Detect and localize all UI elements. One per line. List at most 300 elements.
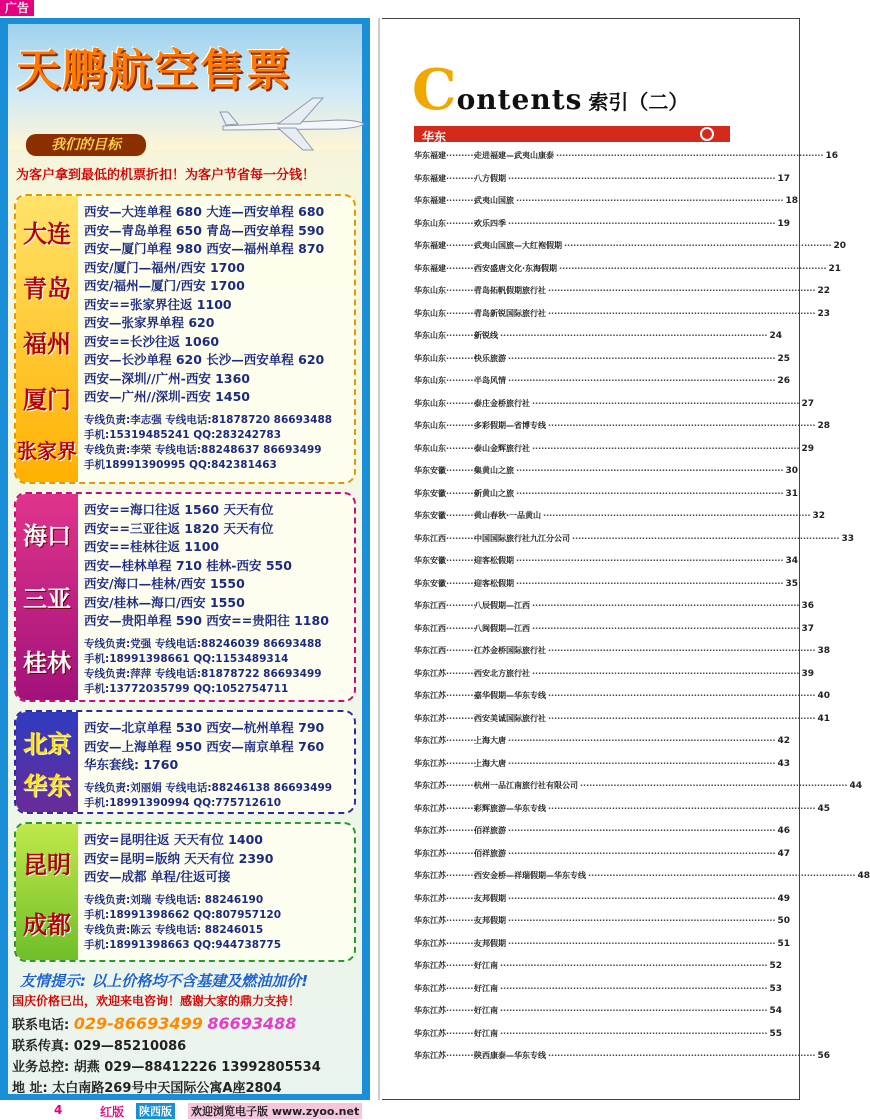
toc-title: 八闽假期—江西 [474,623,530,633]
toc-title: 好江南 [474,1006,498,1015]
toc-entry[interactable] [414,218,790,241]
toc-page: 22 [817,286,830,296]
route-list [84,718,350,810]
toc-region: 华东江苏 [414,758,446,768]
index-label: 索引（二） [588,90,689,114]
toc-leader: ·········· [446,691,477,700]
ad-title: 天鹏航空售票 [16,45,292,96]
ad-tag: 广告 [0,0,34,16]
city-label: 华东 [23,771,71,800]
contact-line: 手机18991390995 QQ:842381463 [84,458,277,471]
toc-page: 35 [785,578,798,589]
city-label: 北京 [23,729,71,758]
toc-entry[interactable] [414,533,854,556]
route-row: 西安==张家界往返 1100 [84,296,232,312]
contact-line: 专线负责:萍萍 专线电话:81878722 86693499 [84,667,322,680]
toc-leader: ·········· [446,668,477,678]
toc-leader: ·········· [446,623,477,633]
toc-region: 华东山东 [414,443,446,453]
toc-leader: ························································································ [559,263,827,273]
toc-title: 迎客松假期 [474,556,514,565]
route-row: 西安=昆明往返 天天有位 1400 [84,832,263,847]
toc-region: 华东江苏 [414,803,446,813]
toc-entry[interactable] [414,398,814,421]
city-column [16,494,78,700]
toc-leader: ·········· [446,736,477,745]
toc-title: 八方假期 [474,173,506,183]
toc-region: 华东福建 [414,173,446,183]
toc-entry[interactable] [414,263,842,286]
toc-region: 华东江苏 [414,691,446,700]
toc-leader: ·········· [446,556,477,565]
toc-leader: ·········· [446,961,477,970]
phone-number-1: 029-86693499 [73,1014,203,1033]
toc-leader: ························································································ [508,758,776,768]
toc-region: 华东江西 [414,601,446,610]
toc-title: 江苏金桥国际旅行社 [474,646,546,655]
toc-region: 华东山东 [414,421,446,430]
toc-page: 48 [857,871,870,881]
toc-leader: ·········· [446,353,477,363]
page-number: 4 [54,1103,63,1117]
toc-page: 23 [817,308,830,319]
toc-leader: ························································································ [548,421,816,430]
toc-title: 快乐旅游 [474,353,506,363]
toc-leader: ························································································ [500,1028,768,1038]
toc-entry[interactable] [414,308,830,331]
toc-page: 37 [801,623,814,634]
city-label: 海口 [23,522,71,551]
route-row: 西安—成都 单程/往返可接 [84,869,231,884]
toc-leader: ·········· [446,1028,477,1038]
toc-leader: ·········· [446,196,477,205]
toc-entry[interactable] [414,330,782,353]
toc-page: 41 [817,713,830,724]
toc-title: 泰山金辉旅行社 [474,443,530,453]
contact-line: 专线负责:陈云 专线电话: 88246015 [84,923,264,936]
toc-page: 43 [777,758,790,769]
toc-entry[interactable] [414,780,862,803]
toc-leader: ························································································ [543,511,811,520]
toc-leader: ·········· [446,578,477,588]
route-row: 西安==海口往返 1560 天天有位 [84,502,274,517]
contact-line: 专线负责:刘瑞 专线电话: 88246190 [84,893,264,906]
toc-leader: ·········· [446,376,477,385]
toc-region: 华东安徽 [414,511,446,520]
toc-leader: ························································································ [508,218,776,228]
city-label: 厦门 [23,385,71,414]
toc-title: 武夷山国旅—大红袍假期 [474,241,562,250]
route-row: 西安—厦门单程 980 西安—福州单程 870 [84,241,325,256]
city-label: 三亚 [23,585,71,614]
ad-inner [8,24,362,1094]
phone-number-2: 86693488 [207,1014,297,1033]
toc-entry[interactable] [414,668,814,691]
contents-heading [412,57,689,123]
toc-leader: ·········· [446,286,477,295]
circle-icon [700,127,714,141]
contact-line: 专线负责:李志强 专线电话:81878720 86693488 [84,413,333,426]
toc-page: 33 [841,533,854,544]
toc-leader: ·········· [446,871,477,880]
toc-leader: ·········· [446,443,477,453]
toc-entry[interactable] [414,375,790,398]
toc-title: 友邦假期 [474,938,506,948]
toc-entry[interactable] [414,150,838,173]
toc-leader: ························································································ [532,443,800,453]
route-box-beijing [14,710,356,814]
contents-initial: C [412,57,457,123]
toc-leader: ························································································ [500,1006,768,1015]
toc-leader: ·········· [446,983,477,993]
divider [378,18,380,1100]
route-row: 西安/海口—桂林/西安 1550 [84,576,245,591]
toc-page: 49 [777,893,790,904]
ad-slogan: 为客户拿到最低的机票折扣！为客户节省每一分钱！ [16,168,316,183]
route-box-haikou [14,492,356,702]
toc-list [414,150,870,1073]
toc-leader: ························································································ [508,376,776,385]
toc-title: 西安北方旅行社 [474,668,530,678]
toc-region: 华东江苏 [414,848,446,858]
route-row: 西安==三亚往返 1820 天天有位 [84,520,274,536]
toc-region: 华东江苏 [414,938,446,948]
toc-entry[interactable] [414,713,830,736]
toc-leader: ·········· [446,938,477,948]
route-list [84,202,350,472]
toc-leader: ························································································ [508,916,776,925]
route-row: 西安—贵阳单程 590 西安==贵阳往 1180 [84,613,329,628]
toc-entry[interactable] [414,1028,782,1051]
toc-page: 40 [817,691,830,701]
toc-leader: ························································································ [508,173,776,183]
toc-title: 八辰假期—江西 [474,601,530,610]
section-title: 华东 [422,130,447,144]
phone-label: 联系电话: [12,1018,70,1033]
toc-leader: ························································································ [516,196,784,205]
toc-title: 集黄山之旅 [474,466,514,475]
toc-leader: ························································································ [500,983,768,993]
toc-region: 华东安徽 [414,488,446,498]
toc-page: 50 [777,916,790,926]
city-column [16,712,78,812]
toc-region: 华东江苏 [414,871,446,880]
toc-title: 欢乐四季 [474,218,506,228]
contact-line: 专线负责:党强 专线电话:88246039 86693488 [84,637,322,650]
toc-leader: ························································································ [516,578,784,588]
toc-entry[interactable] [414,1005,782,1028]
toc-region: 华东山东 [414,376,446,385]
ad-panel [0,18,370,1100]
toc-entry[interactable] [414,758,790,781]
toc-entry[interactable] [414,353,790,376]
toc-leader: ·········· [446,488,477,498]
address-line: 地 址: 太白南路269号中天国际公寓A座2804 [12,1081,282,1096]
toc-page: 51 [777,938,790,949]
city-label: 大连 [23,220,71,249]
toc-entry[interactable] [414,173,790,196]
toc-title: 西安金桥—祥瑞假期—华东专线 [474,871,586,880]
toc-entry[interactable] [414,690,830,713]
toc-title: 友邦假期 [474,916,506,925]
city-label: 张家界 [17,438,77,463]
toc-entry[interactable] [414,848,790,871]
contact-line: 专线负责:刘丽娟 专线电话:88246138 86693499 [84,781,333,794]
ad-goal: 我们的目标 [26,134,146,156]
route-list [84,500,350,696]
toc-leader: ························································································ [508,938,776,948]
toc-leader: ························································································ [516,488,784,498]
toc-title: 好江南 [474,1028,498,1038]
toc-page: 21 [828,263,842,274]
toc-page: 28 [817,421,830,431]
toc-entry[interactable] [414,893,790,916]
toc-title: 佰祥旅游 [474,826,506,835]
toc-page: 20 [833,241,846,251]
toc-region: 华东江苏 [414,961,446,970]
contact-line: 手机:18991398663 QQ:944738775 [84,938,282,951]
toc-leader: ·········· [446,241,477,250]
toc-leader: ·········· [446,511,477,520]
route-row: 西安—张家界单程 620 [84,315,215,330]
toc-page: 53 [769,983,782,994]
airplane-icon [218,94,368,154]
toc-region: 华东江苏 [414,713,446,723]
toc-page: 31 [785,488,798,499]
toc-leader: ·········· [446,916,477,925]
toc-leader: ························································································ [508,826,776,835]
toc-entry[interactable] [414,578,798,601]
toc-entry[interactable] [414,420,830,443]
toc-title: 青岛拓帆假期旅行社 [474,286,546,295]
toc-leader: ························································································ [500,331,768,340]
route-row: 西安—长沙单程 620 长沙—西安单程 620 [84,352,325,367]
toc-region: 华东山东 [414,286,446,295]
toc-page: 32 [812,511,826,521]
toc-leader: ························································································ [508,848,776,858]
toc-region: 华东山东 [414,398,446,408]
toc-page: 44 [849,781,862,791]
toc-leader: ·········· [446,218,477,228]
toc-page: 54 [769,1006,782,1016]
route-row: 西安—大连单程 680 大连—西安单程 680 [84,204,325,219]
toc-page: 56 [817,1051,830,1061]
toc-entry[interactable] [414,803,830,826]
toc-entry[interactable] [414,960,782,983]
toc-leader: ························································································ [516,556,784,565]
toc-title: 友邦假期 [474,893,506,903]
toc-page: 39 [801,668,814,679]
fax-line: 联系传真: 029—85210086 [12,1039,187,1054]
toc-title: 西安美诚国际旅行社 [474,713,546,723]
toc-page: 30 [785,466,798,476]
route-row: 西安/厦门—福州/西安 1700 [84,259,245,275]
toc-title: 西安盛唐文化·东海假期 [474,263,558,273]
toc-entry[interactable] [414,465,798,488]
footer [0,1102,800,1119]
toc-entry[interactable] [414,623,814,646]
toc-leader: ·········· [446,398,477,408]
toc-entry[interactable] [414,488,798,511]
toc-region: 华东山东 [414,218,446,228]
toc-title: 好江南 [474,983,498,993]
toc-region: 华东江西 [414,623,446,633]
route-row: 西安—深圳//广州-西安 1360 [84,370,250,386]
toc-entry[interactable] [414,870,870,893]
edition-label: 红版 [100,1105,125,1119]
toc-leader: ························································································ [516,466,784,475]
route-row: 西安—上海单程 950 西安—南京单程 760 [84,738,325,754]
contact-line: 手机:13772035799 QQ:1052754711 [84,682,289,695]
toc-title: 多彩假期—省博专线 [474,421,546,430]
route-box-dalian [14,194,356,484]
toc-leader: ·········· [446,173,477,183]
toc-leader: ·········· [446,263,477,273]
toc-page: 25 [777,353,790,364]
city-label: 桂林 [23,648,71,677]
route-row: 西安==长沙往返 1060 [84,333,220,349]
city-column [16,196,78,482]
toc-page: 52 [769,961,782,971]
city-column [16,824,78,960]
toc-entry[interactable] [414,443,814,466]
toc-page: 29 [801,443,814,454]
toc-entry[interactable] [414,735,790,758]
toc-leader: ·········· [446,826,477,835]
toc-leader: ·········· [446,601,477,610]
route-row: 西安/桂林—海口/西安 1550 [84,594,245,610]
toc-region: 华东安徽 [414,466,446,475]
holiday-notice: 国庆价格已出，欢迎来电咨询！感谢大家的鼎力支持！ [12,994,301,1008]
toc-entry[interactable] [414,915,790,938]
toc-leader: ························································································ [588,871,856,880]
toc-leader: ·········· [446,421,477,430]
toc-page: 19 [777,218,790,229]
toc-leader: ························································································ [548,646,816,655]
contact-line: 手机:15319485241 QQ:283242783 [84,428,282,441]
toc-region: 华东江苏 [414,1006,446,1015]
route-box-kunming [14,822,356,962]
toc-region: 华东江苏 [414,736,446,745]
toc-title: 泰庄金桥旅行社 [474,398,530,408]
toc-leader: ·········· [446,848,477,858]
toc-title: 新黄山之旅 [474,488,514,498]
toc-page: 38 [817,646,830,656]
toc-entry[interactable] [414,285,830,308]
toc-entry[interactable] [414,510,826,533]
toc-title: 好江南 [474,961,498,970]
toc-leader: ························································································ [508,736,776,745]
toc-title: 嘉华假期—华东专线 [474,691,546,700]
toc-leader: ························································································ [548,286,816,295]
city-label: 昆明 [23,850,71,879]
toc-leader: ························································································ [548,713,816,723]
contact-line: 手机:18991398661 QQ:1153489314 [84,652,289,665]
toc-leader: ························································································ [532,668,800,678]
toc-leader: ························································································ [548,691,816,700]
route-row: 西安—桂林单程 710 桂林-西安 550 [84,557,292,573]
toc-entry[interactable] [414,600,814,623]
toc-page: 36 [801,601,814,611]
contact-line: 手机:18991390994 QQ:775712610 [84,796,282,809]
website-link[interactable]: 欢迎浏览电子版 www.zyoo.net [188,1103,362,1119]
toc-leader: ·········· [446,803,477,813]
toc-region: 华东江苏 [414,1028,446,1038]
toc-leader: ·········· [446,151,477,160]
ad-banner [8,24,362,153]
toc-leader: ························································································ [548,308,816,318]
contact-line: 手机:18991398662 QQ:807957120 [84,908,282,921]
toc-leader: ·········· [446,533,477,543]
city-label: 青岛 [23,275,71,304]
toc-page: 42 [777,736,790,746]
toc-page: 34 [785,556,798,566]
route-list [84,830,350,952]
toc-region: 华东江西 [414,533,446,543]
phone-line [12,1014,358,1035]
toc-entry[interactable] [414,240,846,263]
section-bar [414,126,730,142]
toc-page: 27 [801,398,814,409]
toc-title: 新锐线 [474,331,498,340]
toc-region: 华东江苏 [414,826,446,835]
toc-page: 55 [769,1028,782,1039]
toc-entry[interactable] [414,645,830,668]
route-row: 西安—广州//深圳-西安 1450 [84,389,250,404]
toc-leader: ························································································ [580,781,848,790]
toc-leader: ·········· [446,1051,477,1060]
toc-title: 走进福建—武夷山康泰 [474,151,554,160]
toc-leader: ························································································ [532,398,800,408]
toc-leader: ························································································ [508,353,776,363]
toc-title: 杭州一品江南旅行社有限公司 [474,781,578,790]
contact-block [12,1014,358,1098]
contact-line: 专线负责:李荣 专线电话:88248637 86693499 [84,443,322,456]
toc-entry[interactable] [414,555,798,578]
toc-page: 24 [769,331,782,341]
toc-region: 华东安徽 [414,578,446,588]
toc-leader: ·········· [446,1006,477,1015]
toc-leader: ························································································ [508,893,776,903]
toc-page: 17 [777,173,790,184]
toc-entry[interactable] [414,1050,830,1073]
contents-word: ontents [456,83,583,116]
toc-leader: ·········· [446,331,477,340]
toc-title: 彩辉旅游—华东专线 [474,803,546,813]
route-row: 西安==桂林往返 1100 [84,539,220,554]
toc-entry[interactable] [414,825,790,848]
toc-title: 半岛风情 [474,376,506,385]
toc-region: 华东福建 [414,241,446,250]
toc-leader: ························································································ [548,1051,816,1060]
toc-entry[interactable] [414,195,798,218]
toc-leader: ·········· [446,758,477,768]
edition-badge: 陕西版 [136,1103,175,1119]
toc-title: 中国国际旅行社九江分公司 [474,533,570,543]
toc-entry[interactable] [414,983,782,1006]
city-label: 福州 [23,330,71,359]
toc-leader: ························································································ [500,961,768,970]
toc-title: 黄山春秋·一品黄山 [474,511,542,520]
toc-entry[interactable] [414,938,790,961]
toc-region: 华东安徽 [414,556,446,565]
route-row: 西安—北京单程 530 西安—杭州单程 790 [84,720,325,735]
toc-region: 华东山东 [414,308,446,318]
friendly-tip: 友情提示: 以上价格均不含基建及燃油加价! [20,972,309,990]
route-row: 西安—青岛单程 650 青岛—西安单程 590 [84,222,325,238]
toc-title: 陕西康泰—华东专线 [474,1051,546,1060]
toc-leader: ························································································ [532,601,800,610]
